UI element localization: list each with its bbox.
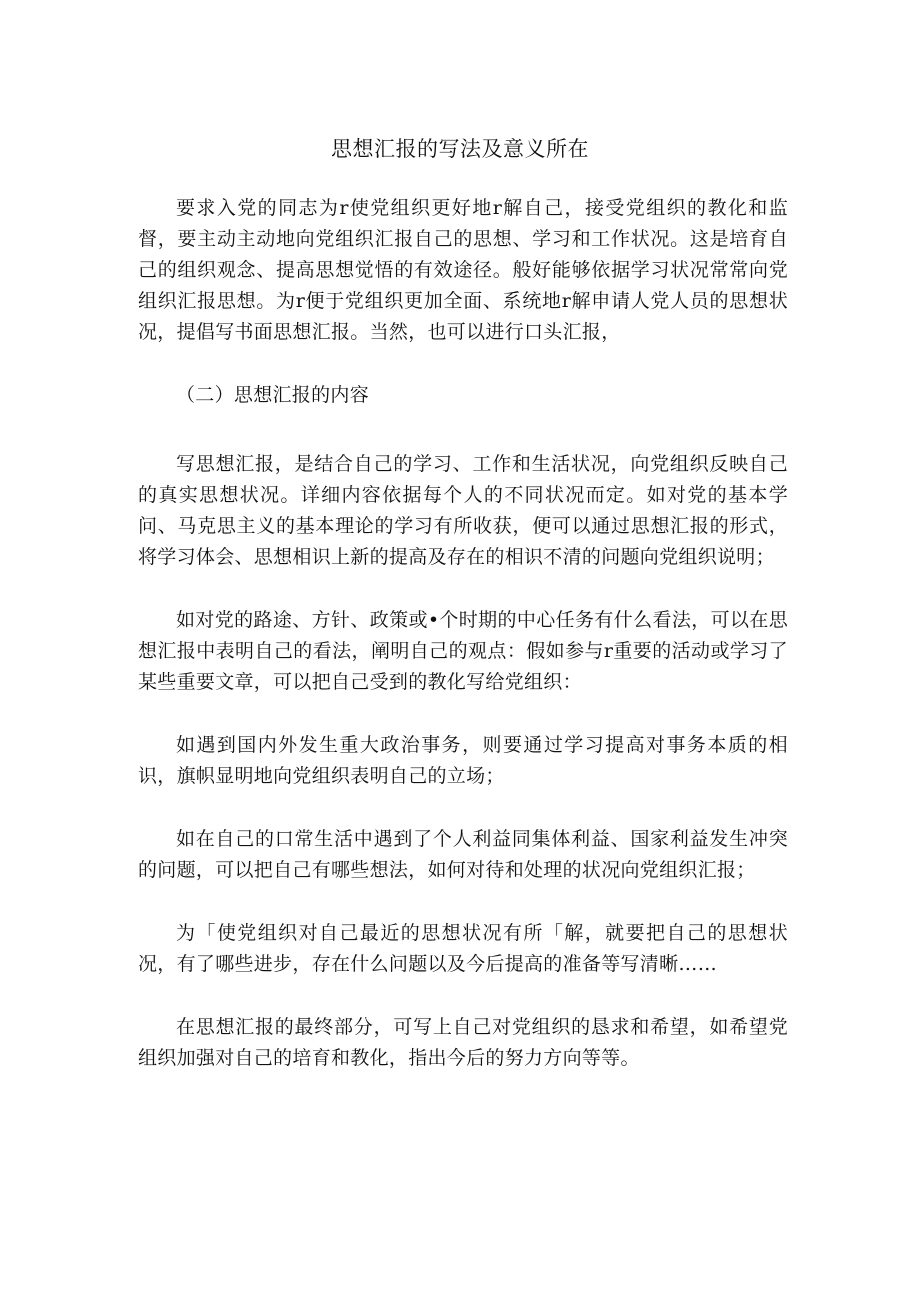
- paragraph-party-policy: 如对党的路途、方针、政策或•个时期的中心任务有什么看法，可以在思想汇报中表明自己的看法，阐明自己的观点：假如参与r重要的活动或学习了某些重要文章，可以把自己受到的教化写给党组织：: [138, 609, 788, 693]
- paragraph-recent-thoughts: 为「使党组织对自己最近的思想状况有所「解，就要把自己的思想状况，有了哪些进步，存在什么问题以及今后提高的准备等写清晰……: [138, 922, 788, 975]
- paragraph-interest-conflict: 如在自己的口常生活中遇到了个人利益同集体利益、国家利益发生冲突的问题，可以把自己有哪些想法，如何对待和处理的状况向党组织汇报；: [138, 828, 788, 881]
- paragraph-closing: 在思想汇报的最终部分，可写上自己对党组织的恳求和希望，如希望党组织加强对自己的培育和教化，指出今后的努力方向等等。: [138, 1016, 788, 1069]
- paragraph-intro: 要求入党的同志为r使党组织更好地r解自己，接受党组织的教化和监督，要主动主动地向党组织汇报自己的思想、学习和工作状况。这是培育自己的组织观念、提高思想觉悟的有效途径。般好能够依据学习状况常常向党组织汇报思想。为r便于党组织更加全面、系统地r解申请人党人员的思想状况，提倡写书面思想汇报。当然，也可以进行口头汇报，: [138, 197, 788, 343]
- section-heading-content: （二）思想汇报的内容: [176, 384, 370, 406]
- document-title: 思想汇报的写法及意义所在: [331, 137, 589, 161]
- paragraph-content-overview: 写思想汇报，是结合自己的学习、工作和生活状况，向党组织反映自己的真实思想状况。详细内容依据每个人的不同状况而定。如对党的基本学问、马克思主义的基本理论的学习有所收获，便可以通过思想汇报的形式，将学习体会、思想相识上新的提高及存在的相识不清的问题向党组织说明；: [138, 453, 788, 568]
- document-body: [138, 193, 788, 1106]
- paragraph-political-events: 如遇到国内外发生重大政治事务，则要通过学习提高对事务本质的相识，旗帜显明地向党组织表明自己的立场；: [138, 734, 788, 787]
